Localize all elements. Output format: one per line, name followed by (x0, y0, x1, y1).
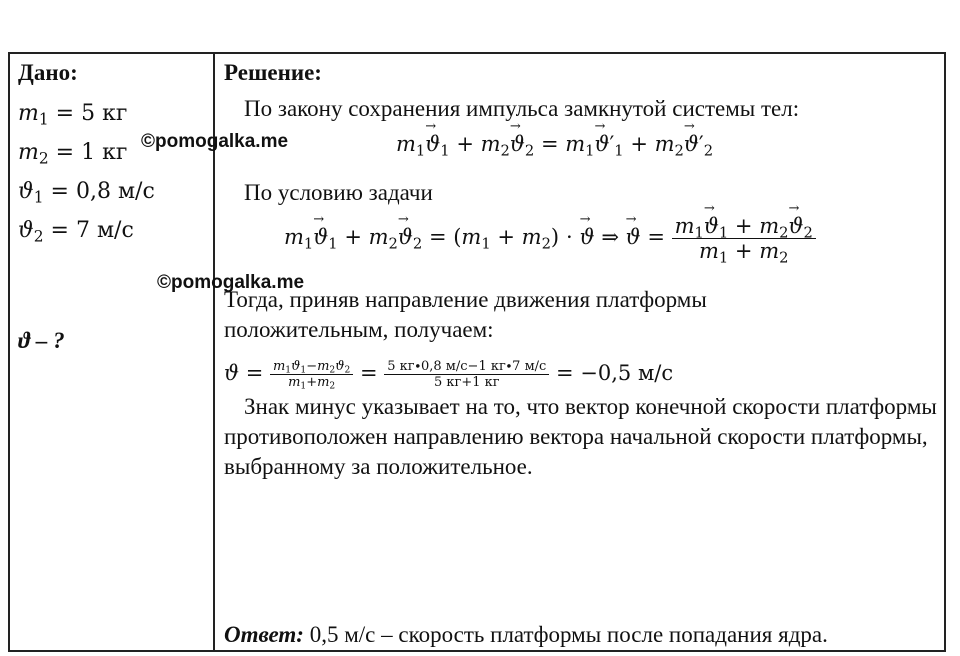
momentum-equation: $m_1\to ϑ_1 + m_2\to ϑ_2 = m_1\to ϑ'_1 + m_2\to ϑ'_2$ (396, 132, 938, 156)
given-m1: $m_1 = 5$ кг (18, 101, 128, 129)
answer-label: Ответ: (224, 622, 304, 647)
solution-paragraph-2: По условию задачи (244, 180, 433, 205)
answer-text: 0,5 м/с – скорость платформы после попадания ядра. (303, 622, 828, 647)
numeric-calculation: ϑ = $\frac{m_1ϑ_1-m_2ϑ_2}{m_1+m_2}$ = $\frac{5 кг\cdot 0,8 м/с-1 кг\cdot 7 м/с}{5 кг+1 кг}$ = −0,5 м/с (224, 359, 674, 392)
find-label: ϑ – ? (18, 328, 65, 353)
solution-paragraph-4: Знак минус указывает на то, что вектор конечной скорости платформы противоположен направлению вектора начальной скорости платформы, выбранному за положительное. (224, 394, 937, 479)
solution-paragraph-3: Тогда, приняв направление движения платформы положительным, получаем: (224, 287, 707, 342)
solution-paragraph-1: По закону сохранения импульса замкнутой системы тел: (244, 96, 800, 121)
given-column (18, 58, 208, 353)
watermark-1: ©pomogalka.me (141, 131, 289, 152)
solution-column (224, 58, 938, 647)
given-v1: $ϑ_1 = 0,8$ м/с (18, 179, 155, 207)
given-m2: $m_2 = 1$ кг (18, 140, 128, 168)
given-header: Дано: (18, 60, 78, 85)
watermark-2: ©pomogalka.me (157, 272, 305, 293)
velocity-equation: $m_1\to ϑ_1 + m_2\to ϑ_2 = (m_1 + m_2)$ ⋅ → ϑ ⇒ → ϑ = $\frac{m_1\to ϑ_1 + m_2\to ϑ_2}{m_1 + m_2}$ (284, 214, 938, 263)
answer-line (224, 620, 944, 650)
given-v2: $ϑ_2 = 7$ м/с (18, 218, 134, 246)
solution-header: Решение: (224, 60, 322, 85)
